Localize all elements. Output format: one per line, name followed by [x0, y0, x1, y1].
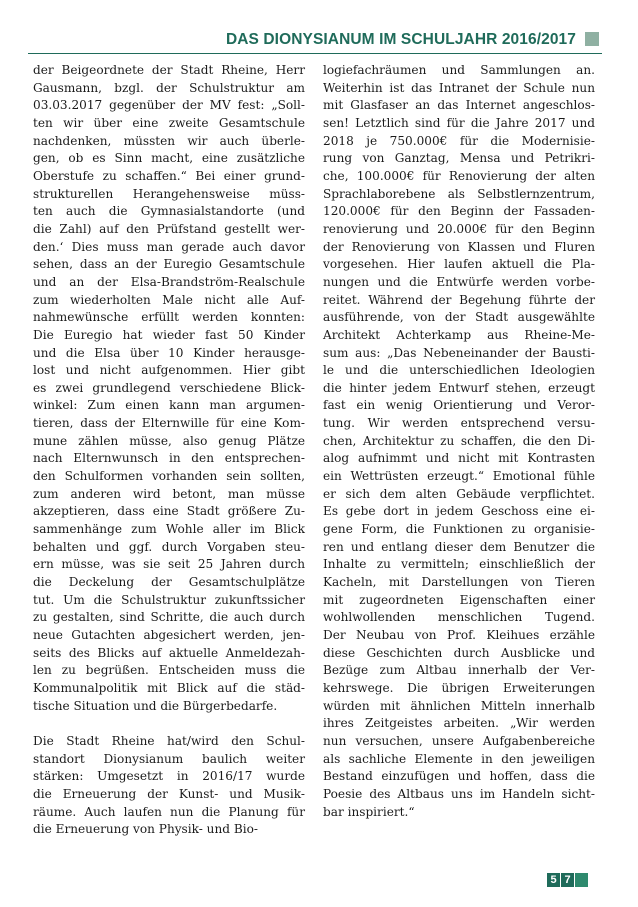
text-line: sen! Letztlich sind für die Jahre 2017 und [323, 115, 595, 130]
text-line: die Erneuerung der Kunst- und Musik- [33, 786, 305, 801]
text-line: als sachliche Elemente in den jeweiligen [323, 751, 595, 766]
text-line: Weiterhin ist das Intranet der Schule nun [323, 80, 595, 95]
text-line: mune zählen müsse, also genug Plätze [33, 433, 305, 448]
header-accent-square [585, 32, 599, 46]
text-line: er sich dem alten Gebäude verpflichtet. [323, 486, 595, 501]
text-line: Gausmann, bzgl. der Schulstruktur am [33, 80, 305, 95]
text-line: nachdenken, müssten wir auch überle- [33, 133, 305, 148]
text-line: logiefachräumen und Sammlungen an. [323, 63, 595, 77]
text-line: den Schulformen vorhanden sein sollten, [33, 469, 305, 484]
text-line: rung von Ganztag, Mensa und Petrikri- [323, 151, 595, 166]
text-line: Kacheln, mit Darstellungen von Tieren [323, 575, 595, 590]
text-line: tieren, dass der Elternwille für eine Kom- [33, 416, 305, 431]
text-line: nahmewünsche erfüllt werden konnten: [33, 310, 305, 325]
text-line: ren und entlang dieser dem Benutzer die [323, 539, 595, 554]
text-line: ausführende, von der Stadt ausgewählte [323, 310, 595, 325]
text-line: es zwei grundlegend verschiedene Blick- [33, 380, 305, 395]
text-line: che, 100.000€ für Renovierung der alten [323, 168, 595, 183]
text-line: Inhalte zu vermitteln; einschließlich der [323, 557, 595, 572]
text-line: sehen, dass an der Euregio Gesamtschule [33, 257, 305, 272]
text-line: zum anderen wird betont, man müsse [33, 486, 305, 501]
text-line: Architekt Achterkamp aus Rheine-Me- [323, 327, 595, 342]
running-header-title: DAS DIONYSIANUM IM SCHULJAHR 2016/2017 [225, 31, 576, 48]
text-line: gene Form, die Funktionen zu organisie- [323, 522, 595, 537]
text-line: Es gebe dort in jedem Geschoss eine ei- [323, 504, 595, 519]
text-column-left [33, 62, 305, 839]
text-line: tische Situation und die Bürgerbedarfe. [33, 698, 278, 713]
text-line: behalten und ggf. durch Vorgaben steu- [33, 539, 305, 554]
text-line: die Deckelung der Gesamtschulplätze [33, 575, 305, 590]
text-line: Sprachlaborebene als Selbstlernzentrum, [323, 186, 595, 201]
text-line: fast ein wenig Orientierung und Veror- [323, 398, 595, 413]
text-line: die hinter jedem Entwurf stehen, erzeugt [323, 380, 595, 395]
text-line: Der Neubau von Prof. Kleihues erzähle [323, 628, 595, 642]
text-line: tut. Um die Schulstruktur zukunftssicher [33, 592, 305, 607]
text-line: nach Elternwunsch in den entsprechen- [33, 451, 305, 466]
paragraph [323, 62, 595, 821]
text-line: der Beigeordnete der Stadt Rheine, Herr [33, 63, 305, 77]
text-line: stärken: Umgesetzt in 2016/17 wurde [33, 769, 305, 784]
text-line: der Renovierung von Klassen und Fluren [323, 239, 595, 254]
text-line: sammenhänge zum Wohle aller im Blick [33, 522, 305, 537]
text-line: Die Euregio hat wieder fast 50 Kinder [33, 327, 305, 342]
text-line: diese Geschichten durch Ausblicke und [323, 645, 595, 660]
text-line: kehrswege. Die übrigen Erweiterungen [323, 680, 595, 695]
text-column-right [323, 62, 595, 821]
text-line: vorgesehen. Hier laufen aktuell die Pla- [323, 257, 595, 272]
paragraph [33, 62, 305, 715]
text-line: mit zugeordneten Eigenschaften einer [323, 592, 595, 607]
text-line: chen, Architektur zu schaffen, die den Di- [323, 433, 595, 448]
text-line: Bestand einzufügen und hoffen, dass die [323, 769, 595, 784]
text-line: Oberstufe zu schaffen.“ Bei einer grund- [33, 168, 305, 183]
text-line: gen, ob es Sinn macht, eine zusätzliche [33, 151, 305, 166]
text-line: renovierung und 20.000€ für den Beginn [323, 221, 595, 236]
text-line: reitet. Während der Begehung führte der [323, 292, 595, 307]
text-line: nun versuchen, unsere Aufgabenbereiche [323, 733, 595, 748]
text-line: winkel: Zum einen kann man argumen- [33, 398, 305, 413]
text-line: die Erneuerung von Physik- und Bio- [33, 822, 258, 837]
text-line: nungen und die Entwürfe werden vorbe- [323, 274, 595, 289]
text-line: lost und nicht aufgenommen. Hier gibt [33, 363, 305, 378]
text-line: ihres Zeitgeistes arbeiten. „Wir werden [323, 716, 595, 731]
text-line: ern müsse, was sie seit 25 Jahren durch [33, 557, 305, 572]
text-line: Poesie des Altbaus uns im Handeln sicht- [323, 786, 595, 801]
text-line: wohlwollenden menschlichen Tugend. [323, 610, 595, 625]
text-line: Die Stadt Rheine hat/wird den Schul- [33, 733, 305, 748]
text-line: standort Dionysianum baulich weiter [33, 751, 305, 766]
page-number-digit: 5 [547, 873, 560, 887]
text-line: bar inspiriert.“ [323, 804, 415, 819]
text-line: tung. Wir werden entsprechend versu- [323, 416, 595, 431]
page-number-accent-box [575, 873, 588, 887]
text-line: le und die unterschiedlichen Ideologien [323, 363, 595, 378]
text-line: die Zahl) auf den Prüfstand gestellt wer- [33, 221, 305, 236]
text-line: räume. Auch laufen nun die Planung für [33, 804, 305, 819]
text-line: neue Gutachten abgesichert werden, jen- [33, 628, 305, 642]
text-line: ten wir über eine zweite Gesamtschule [33, 115, 305, 130]
text-line: seits des Blicks auf aktuelle Anmeldezah- [33, 645, 305, 660]
text-line: strukturellen Herangehensweise müss- [33, 186, 305, 201]
text-line: 03.03.2017 gegenüber der MV fest: „Soll- [33, 98, 305, 113]
text-line: und die Elsa über 10 Kinder herausge- [33, 345, 305, 360]
text-line: len zu begrüßen. Entscheiden muss die [33, 663, 305, 678]
text-line: sum aus: „Das Nebeneinander der Bausti- [323, 345, 595, 360]
text-line: würden mit ähnlichen Mitteln innerhalb [323, 698, 595, 713]
text-line: alog aufnimmt und nicht mit Kontrasten [323, 451, 595, 466]
text-line: zum wiederholten Male nicht alle Auf- [33, 292, 305, 307]
page-number-digit: 7 [561, 873, 574, 887]
paragraph [33, 733, 305, 839]
text-line: den.‘ Dies muss man gerade auch davor [33, 239, 305, 254]
text-line: Bezüge zum Altbau innerhalb der Ver- [323, 663, 595, 678]
text-line: ein Wettrüsten erzeugt.“ Emotional fühle [323, 469, 595, 484]
running-header [28, 28, 602, 54]
text-line: 120.000€ für den Beginn der Fassaden- [323, 204, 595, 219]
text-line: akzeptieren, dass eine Stadt größere Zu- [33, 504, 305, 519]
page-number [547, 873, 588, 887]
text-line: zu gestalten, sind Schritte, die auch durch [33, 610, 305, 625]
text-line: ten auch die Gymnasialstandorte (und [33, 204, 305, 219]
text-line: und an der Elsa-Brandström-Realschule [33, 274, 305, 289]
text-line: Kommunalpolitik mit Blick auf die städ- [33, 680, 305, 695]
text-line: 2018 je 750.000€ für die Modernisie- [323, 133, 595, 148]
text-line: mit Glasfaser an das Internet angeschlos- [323, 98, 595, 113]
